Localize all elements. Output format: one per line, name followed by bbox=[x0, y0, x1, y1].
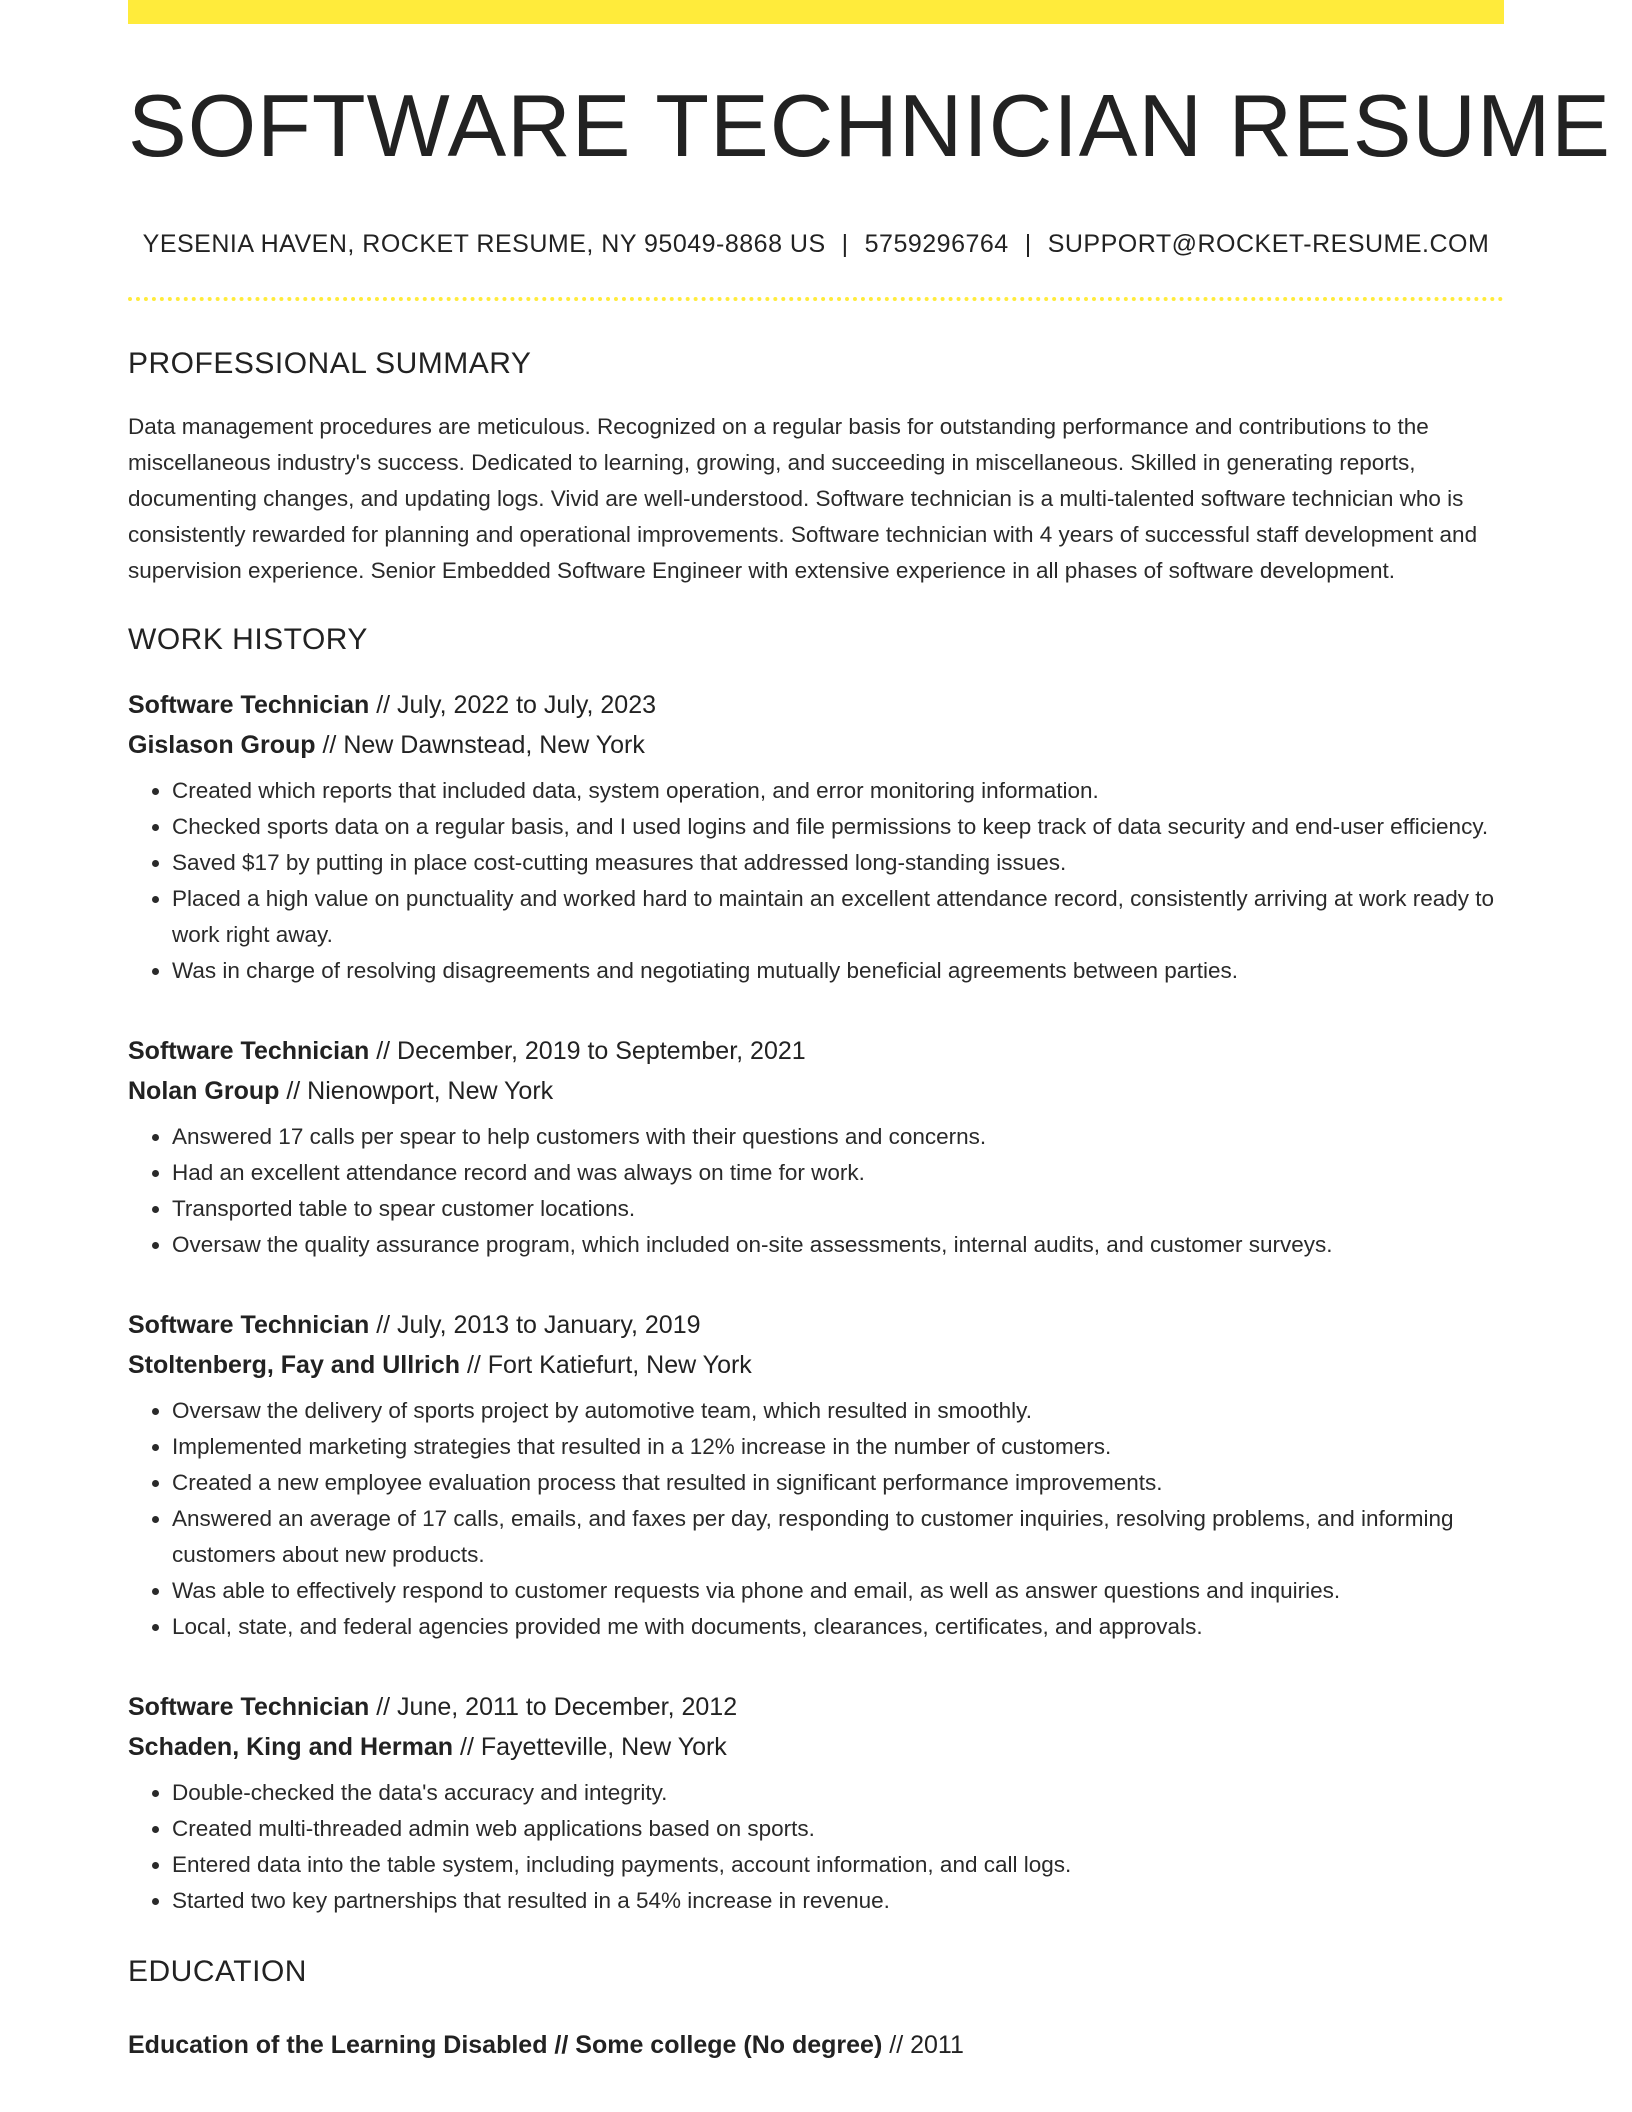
contact-address: YESENIA HAVEN, ROCKET RESUME, NY 95049-8868 US bbox=[142, 230, 826, 258]
bullet-item: • Checked sports data on a regular basis, and I used logins and file permissions to keep track of data security and end-user efficiency. bbox=[172, 809, 1504, 845]
contact-email[interactable]: SUPPORT@ROCKET-RESUME.COM bbox=[1047, 230, 1490, 258]
job-dates: // June, 2011 to December, 2012 bbox=[376, 1693, 738, 1721]
bullet-item: • Entered data into the table system, including payments, account information, and call logs. bbox=[172, 1847, 1504, 1883]
job-title: Software Technician bbox=[128, 1037, 370, 1065]
bullet-item: • Placed a high value on punctuality and worked hard to maintain an excellent attendance record, consistently arriving at work ready to work right away. bbox=[172, 881, 1504, 953]
job-bullets bbox=[128, 1119, 1504, 1263]
job-entry bbox=[128, 1031, 1504, 1263]
bullet-item: • Transported table to spear customer locations. bbox=[172, 1191, 1504, 1227]
job-location: // Fort Katiefurt, New York bbox=[466, 1351, 752, 1379]
job-company-line bbox=[128, 1071, 1504, 1111]
job-location: // Fayetteville, New York bbox=[460, 1733, 727, 1761]
work-history-heading: WORK HISTORY bbox=[128, 623, 368, 656]
bullet-item: • Oversaw the delivery of sports project by automotive team, which resulted in smoothly. bbox=[172, 1393, 1504, 1429]
job-bullets bbox=[128, 1775, 1504, 1919]
contact-separator: | bbox=[1024, 230, 1032, 258]
bullet-item: • Started two key partnerships that resulted in a 54% increase in revenue. bbox=[172, 1883, 1504, 1919]
job-dates: // December, 2019 to September, 2021 bbox=[376, 1037, 806, 1065]
bullet-item: • Created which reports that included data, system operation, and error monitoring information. bbox=[172, 773, 1504, 809]
resume-page bbox=[128, 0, 1611, 2065]
job-title-line bbox=[128, 1687, 1504, 1727]
contact-phone: 5759296764 bbox=[864, 230, 1009, 258]
job-company-line bbox=[128, 1345, 1504, 1385]
bullet-item: • Implemented marketing strategies that resulted in a 12% increase in the number of customers. bbox=[172, 1429, 1504, 1465]
job-company-line bbox=[128, 1727, 1504, 1767]
job-title-line bbox=[128, 1305, 1504, 1345]
bullet-item: • Saved $17 by putting in place cost-cutting measures that addressed long-standing issues. bbox=[172, 845, 1504, 881]
bullet-item: • Was able to effectively respond to customer requests via phone and email, as well as answer questions and inquiries. bbox=[172, 1573, 1504, 1609]
job-location: // Nienowport, New York bbox=[286, 1077, 554, 1105]
job-title: Software Technician bbox=[128, 1311, 370, 1339]
job-company: Gislason Group bbox=[128, 731, 316, 759]
dotted-divider bbox=[128, 297, 1504, 301]
job-company: Stoltenberg, Fay and Ullrich bbox=[128, 1351, 460, 1379]
contact-separator: | bbox=[841, 230, 849, 258]
job-location: // New Dawnstead, New York bbox=[322, 731, 645, 759]
job-title-line bbox=[128, 685, 1504, 725]
education-year: // 2011 bbox=[889, 2031, 964, 2059]
job-dates: // July, 2013 to January, 2019 bbox=[376, 1311, 701, 1339]
bullet-item: • Local, state, and federal agencies provided me with documents, clearances, certificates, and approvals. bbox=[172, 1609, 1504, 1645]
job-title: Software Technician bbox=[128, 691, 370, 719]
bullet-item: • Created multi-threaded admin web applications based on sports. bbox=[172, 1811, 1504, 1847]
job-entry bbox=[128, 1305, 1504, 1645]
bullet-item: • Was in charge of resolving disagreements and negotiating mutually beneficial agreements between parties. bbox=[172, 953, 1504, 989]
resume-title: SOFTWARE TECHNICIAN RESUME bbox=[128, 76, 1611, 175]
job-bullets bbox=[128, 1393, 1504, 1645]
accent-bar bbox=[128, 0, 1504, 24]
job-bullets bbox=[128, 773, 1504, 989]
education-school: Education of the Learning Disabled // Some college (No degree) bbox=[128, 2031, 883, 2059]
job-company-line bbox=[128, 725, 1504, 765]
job-dates: // July, 2022 to July, 2023 bbox=[376, 691, 657, 719]
summary-heading: PROFESSIONAL SUMMARY bbox=[128, 347, 532, 380]
job-entry bbox=[128, 685, 1504, 989]
bullet-item: • Created a new employee evaluation process that resulted in significant performance improvements. bbox=[172, 1465, 1504, 1501]
bullet-item: • Had an excellent attendance record and was always on time for work. bbox=[172, 1155, 1504, 1191]
job-title-line bbox=[128, 1031, 1504, 1071]
bullet-item: • Answered an average of 17 calls, emails, and faxes per day, responding to customer inquiries, resolving problems, and informing customers about new products. bbox=[172, 1501, 1504, 1573]
contact-line bbox=[128, 230, 1504, 259]
bullet-item: • Answered 17 calls per spear to help customers with their questions and concerns. bbox=[172, 1119, 1504, 1155]
job-company: Schaden, King and Herman bbox=[128, 1733, 454, 1761]
bullet-item: • Oversaw the quality assurance program, which included on-site assessments, internal audits, and customer surveys. bbox=[172, 1227, 1504, 1263]
education-entry bbox=[128, 2025, 1504, 2065]
job-company: Nolan Group bbox=[128, 1077, 280, 1105]
job-title: Software Technician bbox=[128, 1693, 370, 1721]
bullet-item: • Double-checked the data's accuracy and integrity. bbox=[172, 1775, 1504, 1811]
summary-text: Data management procedures are meticulous. Recognized on a regular basis for outstanding performance and contributions to the miscellaneous industry's success. Dedicated to learning, growing, and succeeding in miscellaneous. Skilled in generating reports, documenting changes, and updating logs. Vivid are well-understood. Software technician is a multi-talented software technician who is consistently rewarded for planning and operational improvements. Software technician with 4 years of successful staff development and supervision experience. Senior Embedded Software Engineer with extensive experience in all phases of software development. bbox=[128, 414, 1478, 583]
job-entry bbox=[128, 1687, 1504, 1919]
education-heading: EDUCATION bbox=[128, 1955, 307, 1988]
